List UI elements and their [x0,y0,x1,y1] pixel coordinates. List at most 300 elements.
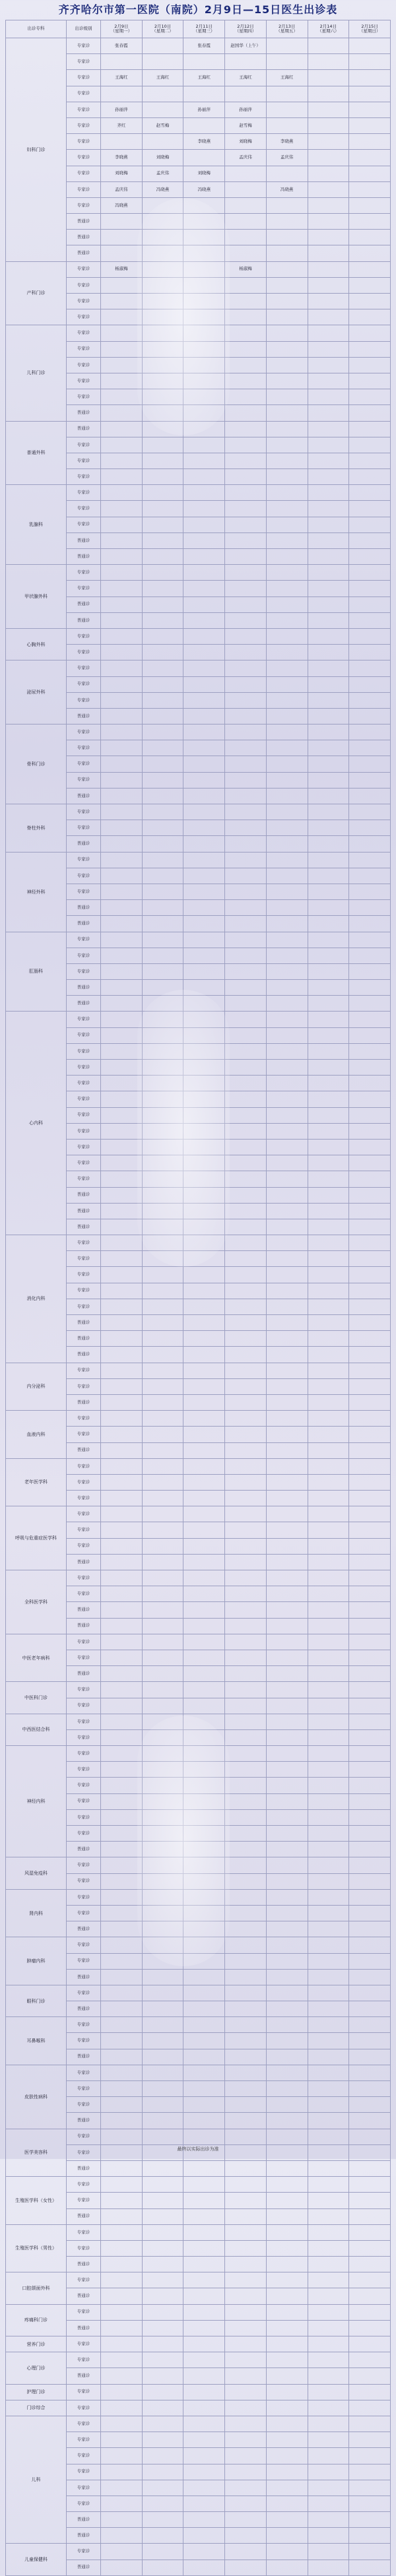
doctor-cell [142,2224,183,2240]
level-cell: 专家诊 [67,1953,101,1969]
doctor-cell [142,230,183,245]
doctor-cell [308,724,349,740]
doctor-cell [142,1315,183,1331]
level-cell: 普通诊 [67,1203,101,1219]
doctor-cell [225,2480,267,2496]
doctor-cell [349,1155,391,1171]
level-cell: 专家诊 [67,1778,101,1793]
doctor-cell [266,2177,308,2193]
header-day [142,20,183,38]
doctor-cell [101,373,143,389]
doctor-cell [349,2480,391,2496]
doctor-cell: 李晓燕 [183,134,225,150]
doctor-cell [183,900,225,916]
doctor-cell [183,2113,225,2129]
doctor-cell [266,2017,308,2033]
doctor-cell [142,1650,183,1665]
doctor-cell [101,2560,143,2575]
doctor-cell [349,1857,391,1873]
doctor-cell [225,1283,267,1299]
doctor-cell [142,2049,183,2065]
doctor-cell [101,2240,143,2256]
doctor-cell [101,1634,143,1650]
doctor-cell [101,565,143,581]
doctor-cell [308,549,349,565]
doctor-cell [308,1969,349,1985]
doctor-cell [142,1538,183,1554]
doctor-cell [349,1522,391,1538]
doctor-cell [142,405,183,421]
doctor-cell [308,581,349,596]
doctor-cell [101,1299,143,1314]
doctor-cell [101,1474,143,1490]
doctor-cell [308,2177,349,2193]
doctor-cell [101,916,143,932]
table-row [6,1937,391,1953]
doctor-cell [266,2416,308,2431]
level-cell: 专家诊 [67,2097,101,2113]
doctor-cell [225,1953,267,1969]
doctor-cell [349,1187,391,1203]
doctor-cell [101,1729,143,1745]
level-cell: 专家诊 [67,373,101,389]
doctor-cell [101,1012,143,1027]
doctor-cell [225,1842,267,1857]
doctor-cell [266,2304,308,2320]
doctor-cell [225,214,267,230]
table-row [6,804,391,820]
doctor-cell [308,1155,349,1171]
level-cell: 专家诊 [67,1729,101,1745]
doctor-cell [142,437,183,453]
doctor-cell [183,2208,225,2224]
doctor-cell [142,660,183,676]
doctor-cell [308,1076,349,1091]
day-date: 2月9日 [114,23,129,29]
doctor-cell [266,2544,308,2560]
doctor-cell [183,341,225,357]
doctor-cell [142,2336,183,2352]
doctor-cell [101,2177,143,2193]
level-cell: 专家诊 [67,628,101,644]
level-cell: 专家诊 [67,1746,101,1762]
doctor-cell [101,2320,143,2336]
doctor-cell [142,1203,183,1219]
doctor-cell [101,1283,143,1299]
doctor-cell [308,469,349,485]
doctor-cell [266,1394,308,1410]
doctor-cell [183,1921,225,1937]
doctor-cell [225,1554,267,1570]
doctor-cell [225,980,267,996]
doctor-cell [349,1873,391,1889]
doctor-cell [308,1778,349,1793]
doctor-cell [101,1171,143,1187]
doctor-cell [308,2544,349,2560]
doctor-cell [349,1682,391,1698]
doctor-cell [183,1634,225,1650]
doctor-cell [183,963,225,979]
doctor-cell [266,1650,308,1665]
doctor-cell [225,1043,267,1059]
schedule-body [6,38,391,2576]
doctor-cell: 王海红 [101,70,143,86]
level-cell: 专家诊 [67,1283,101,1299]
level-cell: 专家诊 [67,2448,101,2464]
doctor-cell [308,1027,349,1043]
doctor-cell [183,2336,225,2352]
doctor-cell [349,2432,391,2448]
doctor-cell [308,676,349,692]
doctor-cell [308,485,349,501]
doctor-cell [349,405,391,421]
doctor-cell [349,1107,391,1123]
doctor-cell [183,1650,225,1665]
doctor-cell [142,1953,183,1969]
doctor-cell [183,421,225,437]
doctor-cell [101,1027,143,1043]
doctor-cell [142,1570,183,1586]
dept-name-cell: 肾内科 [6,1889,67,1937]
dept-name-cell: 甲状腺外科 [6,565,67,629]
doctor-cell [101,804,143,820]
doctor-cell [142,1729,183,1745]
doctor-cell [266,2049,308,2065]
doctor-cell [225,469,267,485]
doctor-cell [308,2017,349,2033]
dept-name-cell: 中医老年病科 [6,1634,67,1682]
doctor-cell [349,948,391,963]
doctor-cell [349,2208,391,2224]
doctor-cell [142,54,183,70]
doctor-cell [225,2065,267,2080]
dept-name-cell: 肿瘤内科 [6,1937,67,1985]
doctor-cell [308,2464,349,2480]
doctor-cell [225,1251,267,1267]
dept-name-cell: 中医科门诊 [6,1682,67,1714]
doctor-cell [308,820,349,836]
doctor-cell [142,1123,183,1139]
doctor-cell [308,1491,349,1506]
level-cell: 专家诊 [67,676,101,692]
header-day [101,20,143,38]
doctor-cell [308,1522,349,1538]
table-row [6,1235,391,1251]
doctor-cell [225,884,267,899]
level-cell: 专家诊 [67,868,101,884]
doctor-cell [101,900,143,916]
doctor-cell [101,517,143,532]
doctor-cell [142,2448,183,2464]
table-row [6,1746,391,1762]
doctor-cell [183,820,225,836]
doctor-cell [101,884,143,899]
level-cell: 普通诊 [67,596,101,612]
doctor-cell [225,1315,267,1331]
doctor-cell: 刘晓梅 [101,166,143,181]
level-cell: 专家诊 [67,261,101,277]
doctor-cell [266,772,308,788]
table-header-row [6,20,391,38]
level-cell: 专家诊 [67,724,101,740]
doctor-cell [225,1602,267,1618]
doctor-cell [308,868,349,884]
level-cell: 专家诊 [67,1714,101,1729]
doctor-cell [266,1139,308,1155]
doctor-cell [349,2240,391,2256]
doctor-cell [349,1921,391,1937]
doctor-cell [225,1682,267,1698]
level-cell: 普通诊 [67,2160,101,2176]
level-cell: 专家诊 [67,1826,101,1842]
dept-name-cell: 心胸外科 [6,628,67,660]
doctor-cell [349,2097,391,2113]
doctor-cell [349,1458,391,1474]
level-cell: 专家诊 [67,357,101,373]
doctor-cell [225,2416,267,2431]
doctor-cell [183,117,225,133]
level-cell: 专家诊 [67,2304,101,2320]
doctor-cell [183,2288,225,2304]
doctor-cell [349,2177,391,2193]
doctor-cell [142,2113,183,2129]
level-cell: 普通诊 [67,532,101,548]
doctor-cell [101,1570,143,1586]
doctor-cell: 王海红 [225,70,267,86]
doctor-cell [225,836,267,852]
doctor-cell [349,1538,391,1554]
doctor-cell [142,676,183,692]
doctor-cell [142,596,183,612]
doctor-cell [142,1634,183,1650]
doctor-cell [225,2001,267,2017]
doctor-cell [225,1746,267,1762]
level-cell: 专家诊 [67,1171,101,1187]
doctor-cell: 赵国华（上午） [225,38,267,54]
doctor-cell [225,1793,267,1809]
doctor-cell [266,1411,308,1427]
doctor-cell [349,916,391,932]
doctor-cell [225,517,267,532]
doctor-cell [349,1219,391,1235]
doctor-cell [349,1762,391,1778]
doctor-cell [266,389,308,405]
doctor-cell [225,549,267,565]
doctor-cell [266,485,308,501]
doctor-cell [349,1076,391,1091]
doctor-cell [225,1809,267,1825]
doctor-cell [101,1937,143,1953]
doctor-cell [183,2177,225,2193]
level-cell: 普通诊 [67,2113,101,2129]
level-cell: 专家诊 [67,1682,101,1698]
doctor-cell [266,1570,308,1586]
doctor-cell [308,2416,349,2431]
doctor-cell [349,357,391,373]
dept-name-cell: 普通外科 [6,421,67,485]
doctor-cell [101,1778,143,1793]
level-cell: 专家诊 [67,1123,101,1139]
table-row [6,2416,391,2431]
doctor-cell [142,836,183,852]
doctor-cell [266,1060,308,1076]
doctor-cell [266,2160,308,2176]
doctor-cell [349,261,391,277]
doctor-cell [183,2304,225,2320]
doctor-cell [266,1219,308,1235]
doctor-cell [101,1809,143,1825]
doctor-cell [183,1155,225,1171]
table-row [6,1363,391,1378]
doctor-cell [142,1698,183,1714]
doctor-cell [225,1235,267,1251]
doctor-cell [225,2496,267,2511]
level-cell: 专家诊 [67,277,101,293]
level-cell: 专家诊 [67,86,101,102]
doctor-cell [101,852,143,868]
doctor-cell [266,565,308,581]
doctor-cell [308,2288,349,2304]
doctor-cell [183,1953,225,1969]
level-cell: 专家诊 [67,1076,101,1091]
doctor-cell [142,485,183,501]
table-row [6,660,391,676]
doctor-cell [101,1076,143,1091]
doctor-cell [142,804,183,820]
doctor-cell [183,1857,225,1873]
doctor-cell [142,1427,183,1442]
doctor-cell [101,660,143,676]
doctor-cell [308,1267,349,1283]
doctor-cell [349,1043,391,1059]
doctor-cell [142,261,183,277]
doctor-cell [349,836,391,852]
doctor-cell [225,724,267,740]
doctor-cell [349,980,391,996]
doctor-cell [142,2240,183,2256]
doctor-cell [349,2464,391,2480]
doctor-cell [225,1634,267,1650]
day-date: 2月11日 [195,23,213,29]
doctor-cell [142,2081,183,2097]
doctor-cell [142,740,183,756]
doctor-cell [225,2129,267,2144]
doctor-cell [183,708,225,724]
level-cell: 专家诊 [67,1698,101,1714]
doctor-cell [266,2033,308,2049]
dept-name-cell: 生殖医学科（男性） [6,2224,67,2272]
level-cell: 普通诊 [67,2320,101,2336]
doctor-cell [308,2129,349,2144]
doctor-cell [308,373,349,389]
table-row [6,485,391,501]
doctor-cell [225,294,267,309]
dept-name-cell: 皮肤性病科 [6,2065,67,2129]
doctor-cell [308,1203,349,1219]
doctor-cell [101,724,143,740]
doctor-cell [266,645,308,660]
doctor-cell [183,549,225,565]
doctor-cell [183,804,225,820]
doctor-cell [142,2352,183,2368]
doctor-cell [349,1378,391,1394]
table-row [6,1714,391,1729]
doctor-cell [349,963,391,979]
doctor-cell [349,628,391,644]
doctor-cell [225,932,267,948]
doctor-cell [349,692,391,708]
doctor-cell [349,549,391,565]
doctor-cell [142,1809,183,1825]
level-cell: 普通诊 [67,612,101,628]
doctor-cell [225,1267,267,1283]
doctor-cell [349,820,391,836]
dept-name-cell: 眼科门诊 [6,1985,67,2016]
doctor-cell [308,1060,349,1076]
doctor-cell [349,1491,391,1506]
doctor-cell [101,1793,143,1809]
doctor-cell [349,453,391,468]
doctor-cell [225,2033,267,2049]
doctor-cell [142,1793,183,1809]
doctor-cell [225,2097,267,2113]
doctor-cell [142,1842,183,1857]
doctor-cell [142,996,183,1012]
doctor-cell [225,1921,267,1937]
doctor-cell [266,1091,308,1107]
doctor-cell [142,2017,183,2033]
doctor-cell [266,2368,308,2384]
doctor-cell [142,532,183,548]
doctor-cell [308,1442,349,1458]
doctor-cell [308,214,349,230]
doctor-cell [142,1155,183,1171]
dept-name-cell: 骨科门诊 [6,724,67,804]
doctor-cell [225,421,267,437]
level-cell: 普通诊 [67,1347,101,1363]
doctor-cell [266,1427,308,1442]
doctor-cell [266,1187,308,1203]
doctor-cell [266,2240,308,2256]
doctor-cell [101,788,143,804]
doctor-cell [101,1219,143,1235]
doctor-cell [101,86,143,102]
doctor-cell [266,517,308,532]
doctor-cell [266,1458,308,1474]
doctor-cell [142,1347,183,1363]
doctor-cell [266,2400,308,2416]
doctor-cell [142,2304,183,2320]
doctor-cell [142,963,183,979]
level-cell: 专家诊 [67,692,101,708]
doctor-cell [225,166,267,181]
doctor-cell [183,405,225,421]
doctor-cell [142,309,183,325]
doctor-cell [183,565,225,581]
doctor-cell [101,1091,143,1107]
level-cell: 专家诊 [67,1538,101,1554]
doctor-cell [225,804,267,820]
doctor-cell [183,740,225,756]
dept-name-cell: 营养门诊 [6,2336,67,2352]
doctor-cell [349,1427,391,1442]
doctor-cell [142,2208,183,2224]
doctor-cell [101,549,143,565]
doctor-cell [142,1331,183,1347]
doctor-cell [225,1826,267,1842]
doctor-cell [101,1394,143,1410]
level-cell: 普通诊 [67,1666,101,1682]
